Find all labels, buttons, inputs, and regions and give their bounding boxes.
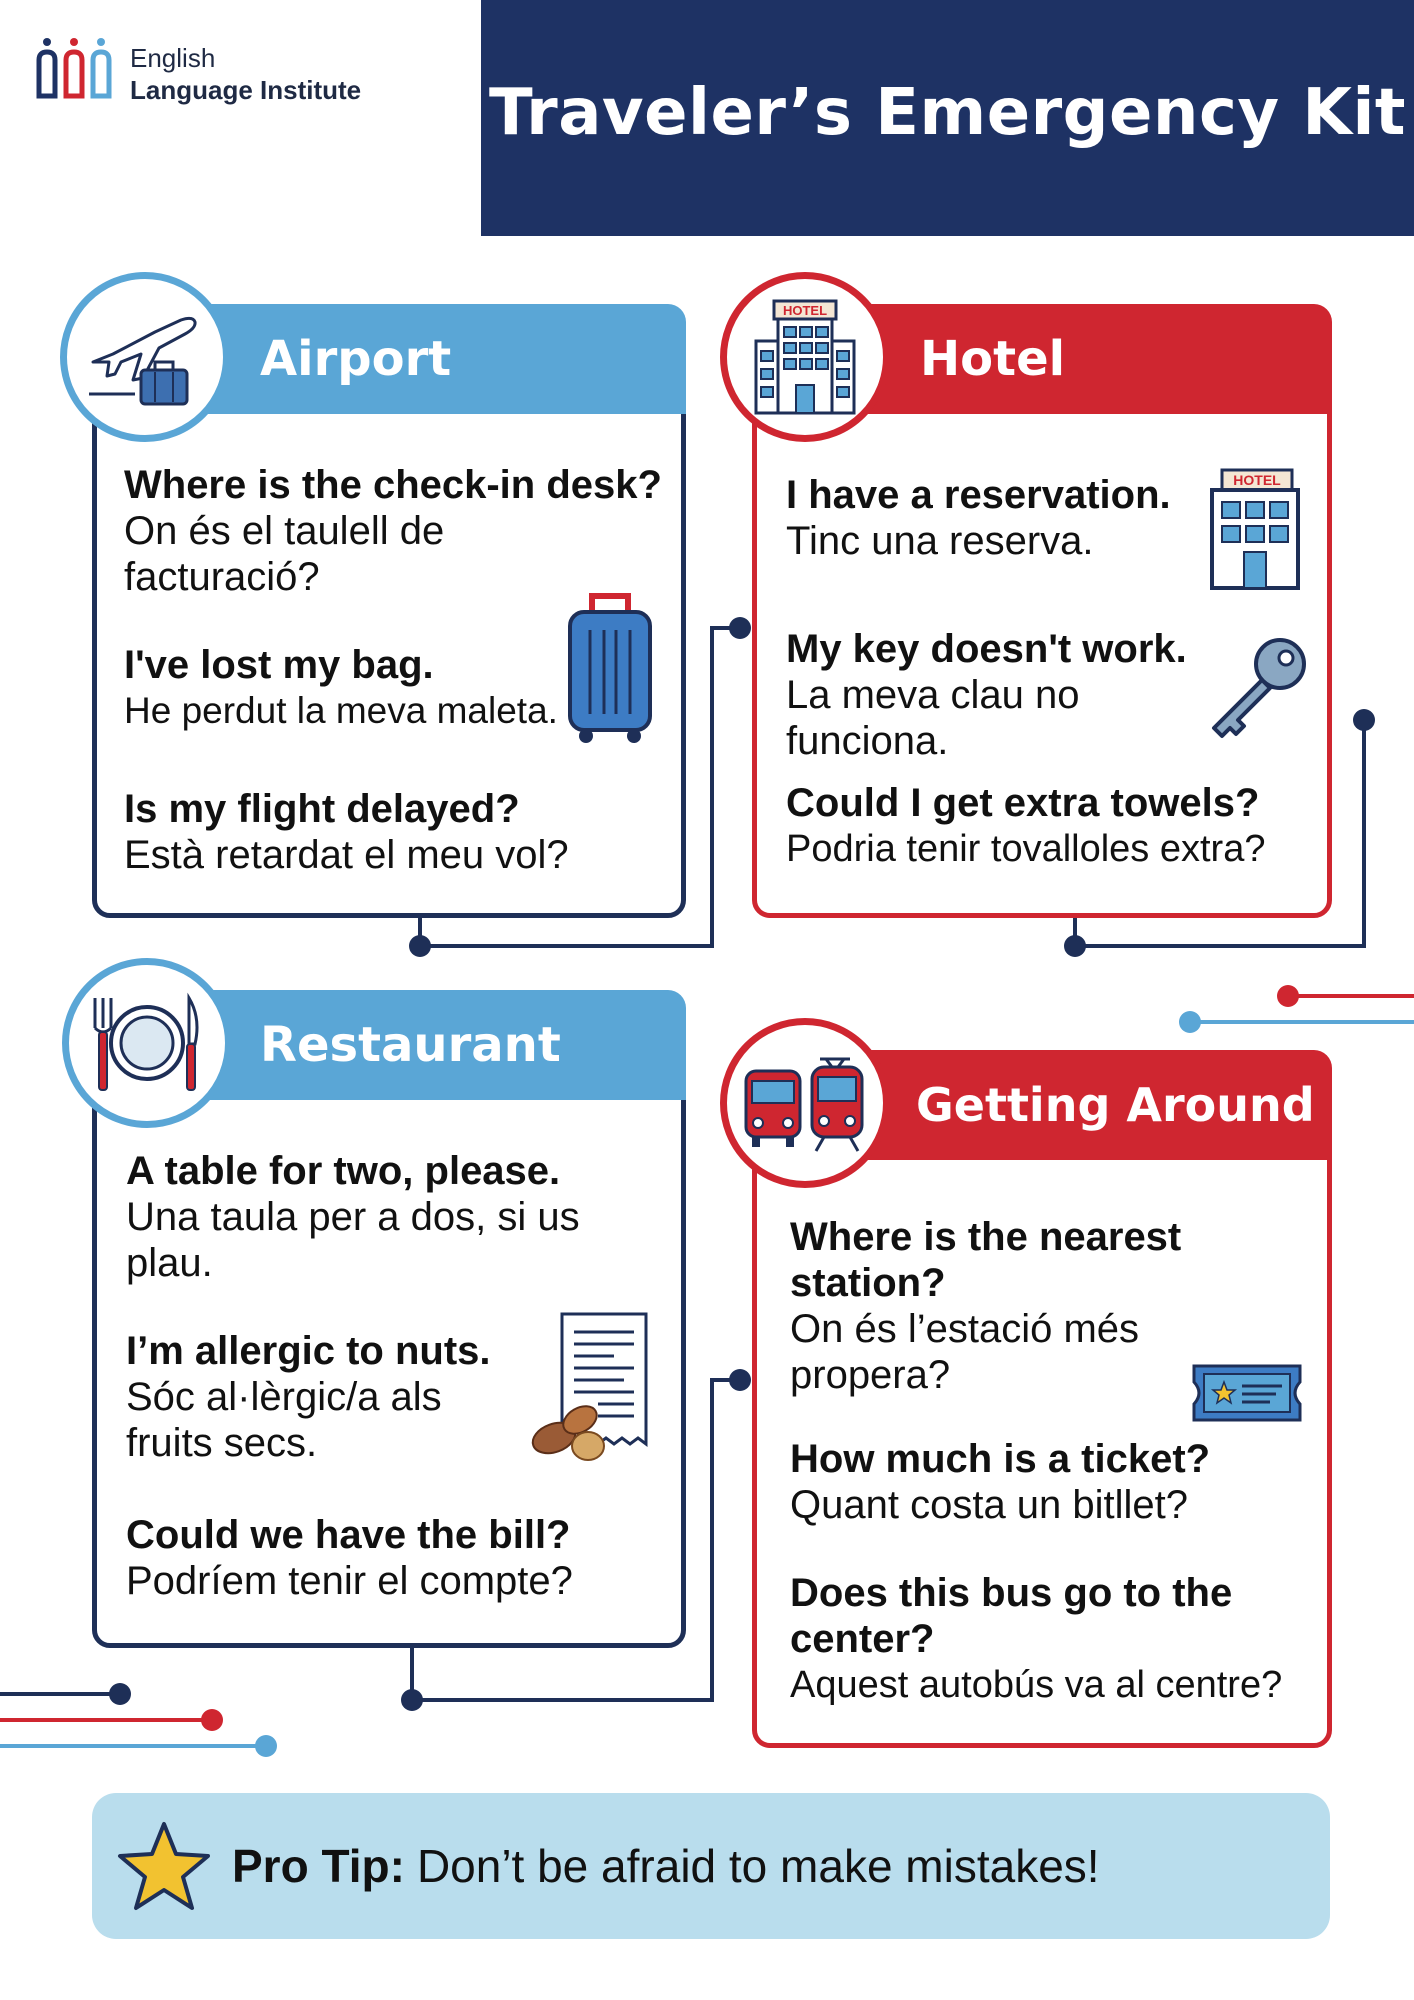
phrase-english: How much is a ticket? [790,1437,1211,1481]
hotel-building-icon [750,297,860,417]
plate-cutlery-icon [85,988,209,1098]
logo-wordmark [130,42,361,106]
logo-line-english: English [130,43,216,73]
getting-around-card-title: Getting Around [916,1078,1315,1132]
phrase-english: My key doesn't work. [786,627,1187,671]
getting-around-phrase-2 [790,1436,1320,1528]
title-banner [481,0,1414,236]
phrase-english: A table for two, please. [126,1149,561,1193]
phrase-english: I have a reservation. [786,473,1171,517]
restaurant-phrase-2 [126,1328,546,1466]
airport-phrase-2 [124,642,584,734]
hotel-small-icon [1206,468,1304,592]
phrase-catalan: Podríem tenir el compte? [126,1559,573,1603]
hotel-badge [720,272,890,442]
airplane-luggage-icon [85,302,205,412]
restaurant-phrase-1 [126,1148,686,1286]
getting-around-phrase-1 [790,1214,1230,1398]
pro-tip-text: Don’t be afraid to make mistakes! [416,1840,1100,1892]
phrase-catalan: Quant costa un bitllet? [790,1483,1189,1527]
logo-line-institute: Language Institute [130,75,362,105]
ticket-icon [1190,1360,1304,1426]
hotel-small-sign-text: HOTEL [1233,472,1281,488]
pro-tip-label: Pro Tip: [232,1840,405,1892]
airport-card-title: Airport [260,331,452,387]
hotel-phrase-3 [786,780,1326,872]
phrase-english: I've lost my bag. [124,643,434,687]
pro-tip-banner [92,1793,1330,1939]
restaurant-card-header [190,990,686,1100]
phrase-catalan: Aquest autobús va al centre? [790,1664,1283,1706]
bus-train-icon [740,1053,870,1153]
airport-card-header [190,304,686,414]
phrase-catalan: Està retardat el meu vol? [124,833,569,877]
phrase-catalan: On és l’estació més propera? [790,1307,1140,1397]
phrase-english: I’m allergic to nuts. [126,1329,491,1373]
hotel-phrase-1 [786,472,1226,564]
restaurant-phrase-3 [126,1512,686,1604]
phrase-english: Where is the check-in desk? [124,463,662,507]
phrase-english: Could I get extra towels? [786,781,1260,825]
phrase-catalan: Podria tenir tovalloles extra? [786,828,1266,870]
phrase-catalan: Una taula per a dos, si us plau. [126,1195,580,1285]
airport-badge [60,272,230,442]
receipt-nuts-icon [528,1310,652,1466]
hotel-card-header [850,304,1332,414]
getting-around-badge [720,1018,890,1188]
institute-logo [34,36,394,116]
phrase-catalan: On és el taulell de facturació? [124,509,445,599]
star-icon [116,1820,212,1912]
suitcase-icon [562,590,658,750]
restaurant-card-title: Restaurant [260,1017,561,1073]
phrase-english: Is my flight delayed? [124,787,520,831]
phrase-english: Does this bus go to the center? [790,1571,1233,1661]
hotel-card-title: Hotel [920,331,1066,387]
phrase-catalan: Sóc al·lèrgic/a als fruits secs. [126,1375,442,1465]
phrase-english: Where is the nearest station? [790,1215,1182,1305]
page-title: Traveler’s Emergency Kit [489,76,1406,150]
logo-mark-icon [34,36,124,106]
airport-phrase-1 [124,462,684,600]
getting-around-phrase-3 [790,1570,1325,1708]
key-icon [1204,634,1312,742]
hotel-phrase-2 [786,626,1226,764]
airport-phrase-3 [124,786,684,878]
getting-around-card-header [850,1050,1332,1160]
phrase-catalan: Tinc una reserva. [786,519,1094,563]
hotel-sign-text: HOTEL [782,303,828,318]
restaurant-badge [62,958,232,1128]
phrase-catalan: La meva clau no funciona. [786,673,1080,763]
phrase-catalan: He perdut la meva maleta. [124,690,558,731]
phrase-english: Could we have the bill? [126,1513,571,1557]
